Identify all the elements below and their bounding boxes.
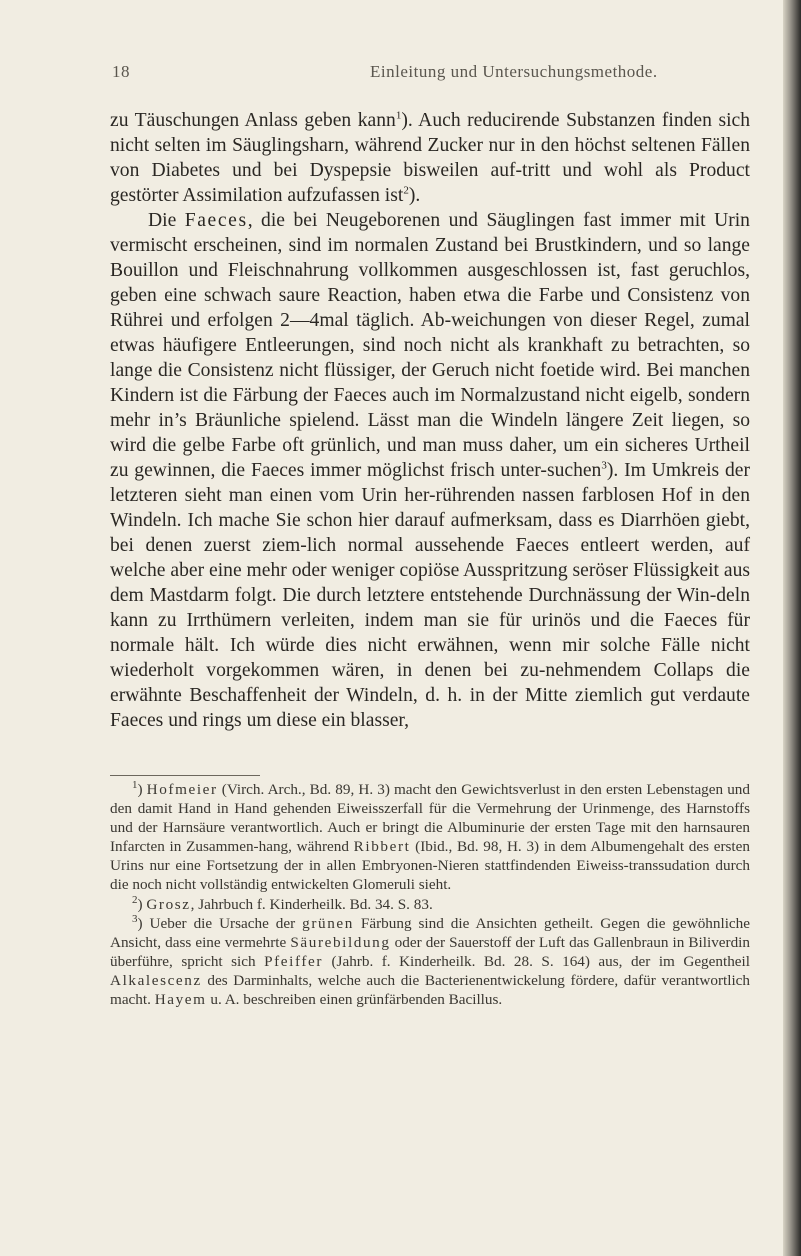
text-span: Färbung sind die Ansichten getheilt. Gegen die gewöhnliche Ansicht, dass eine vermehrte (110, 914, 751, 951)
footnote-mark: 3 (132, 912, 138, 925)
author-name: Hayem (154, 991, 207, 1009)
text-span: (Ibid., Bd. 98, H. 3) in dem Albumengehalt des ersten Urins nur eine Fortsetzung der in allen Embryonen-Nieren stattfindenden Eiweiss-transsudation durch die noch nicht vollständig entwickelten Glomeruli sieht. (110, 838, 750, 894)
paragraph-1 (110, 108, 750, 208)
author-name: Grosz (146, 895, 191, 913)
text-span: ) (137, 781, 147, 798)
text-span: oder der Sauerstoff der Luft das Gallenbraun in Biliverdin überführe, spricht sich (110, 933, 750, 970)
footnotes (110, 780, 750, 1009)
text-span: u. A. beschreiben einen grünfärbenden Bacillus. (206, 991, 503, 1009)
text-span: ) Ueber die Ursache der (137, 914, 303, 932)
paragraph-2 (110, 208, 750, 733)
text-span: ). (408, 185, 421, 206)
footnote-1 (110, 780, 750, 895)
text-span: Die (148, 210, 185, 231)
text-span: ) (137, 895, 147, 913)
running-title: Einleitung und Untersuchungsmethode. (370, 62, 658, 81)
footnote-mark: 2 (132, 893, 138, 906)
footnote-ref-2: 2 (403, 184, 409, 197)
emphasis-term: grünen (302, 914, 354, 932)
text-span: ). Im Umkreis der letzteren sieht man einen vom Urin her-rührenden nassen farblosen Hof in den Windeln. Ich mache Sie schon hier darauf aufmerksam, dass es Diarrhöen giebt, bei denen zuerst ziem-lich normal aussehende Faeces entleert werden, auf welche aber eine mehr oder weniger copiöse Ausspritzung seröser Flüssigkeit aus dem Mastdarm folgt. Die durch letztere entstehende Durchnässung der Win-deln kann zu Irrthümern verleiten, indem man sie für urinös und die Faeces für normale hält. Ich würde dies nicht erwähnen, wenn mir solche Fälle nicht wiederholt vorgekommen wären, in denen bei zu-nehmendem Collaps die erwähnte Beschaffenheit der Windeln, d. h. in der Mitte ziemlich gut verdaute Faeces und rings um diese ein blasser, (110, 460, 750, 731)
text-span: , Jahrbuch f. Kinderheilk. Bd. 34. S. 83. (190, 895, 433, 913)
text-span: ). Auch reducirende Substanzen finden sich nicht selten im Säuglingsharn, während Zucker nur in den höchst seltenen Fällen von Diabetes und bei Dyspepsie bisweilen auf-tritt und wohl als Product gestörter Assimilation aufzufassen ist (110, 110, 751, 206)
text-span: , die bei Neugeborenen und Säuglingen fast immer mit Urin vermischt erscheinen, sind im normalen Zustand bei Brustkindern, und so lange Bouillon und Fleischnahrung vollkommen ausgeschlossen ist, fast geruchlos, geben eine schwach saure Reaction, haben etwa die Farbe und Consistenz von Rührei und erfolgen 2—4mal täglich. Ab-weichungen von dieser Regel, zumal etwas häufigere Entleerungen, sind noch nicht als krankhaft zu betrachten, so lange die Consistenz nicht flüssiger, der Geruch nicht foetide wird. Bei manchen Kindern ist die Färbung der Faeces auch im Normalzustand nicht eigelb, sondern mehr in’s Bräunliche spielend. Lässt man die Windeln längere Zeit liegen, so wird die gelbe Farbe oft grünlich, und man muss daher, um ein sicheres Urtheil zu gewinnen, die Faeces immer möglichst frisch unter-suchen (110, 210, 750, 481)
text-span: zu Täuschungen Anlass geben kann (110, 110, 396, 131)
page-number: 18 (112, 62, 130, 81)
text-span: (Jahrb. f. Kinderheilk. Bd. 28. S. 164) aus, der im Gegentheil (323, 952, 750, 970)
author-name: Pfeiffer (264, 952, 323, 970)
footnote-mark: 1 (132, 778, 138, 791)
emphasis-term: Alkalescenz (110, 971, 202, 989)
author-name: Hofmeier (146, 781, 218, 798)
emphasis-faeces: Faeces (184, 210, 248, 231)
footnote-ref-3: 3 (601, 459, 607, 472)
footnote-2 (110, 895, 750, 914)
footnote-divider (110, 775, 260, 776)
running-header (112, 62, 712, 88)
main-text (110, 108, 750, 733)
footnote-3 (110, 914, 750, 1009)
page-edge-shadow (783, 0, 801, 1256)
footnote-ref-1: 1 (395, 109, 402, 122)
emphasis-term: Säurebildung (290, 933, 391, 951)
author-name: Ribbert (353, 838, 411, 856)
text-span: des Darminhalts, welche auch die Bacterienentwickelung fördere, dafür verantwortlich macht. (110, 971, 750, 1009)
text-span: (Virch. Arch., Bd. 89, H. 3) macht den Gewichtsverlust in den ersten Lebenstagen und den damit Hand in Hand gehenden Eiweisszerfall für die Vermehrung der Urinmenge, des Harnstoffs und der Harnsäure verantwortlich. Auch er bringt die Albuminurie der ersten Tage mit den harnsauren Infarcten in Zusammen-hang, während (110, 781, 750, 856)
